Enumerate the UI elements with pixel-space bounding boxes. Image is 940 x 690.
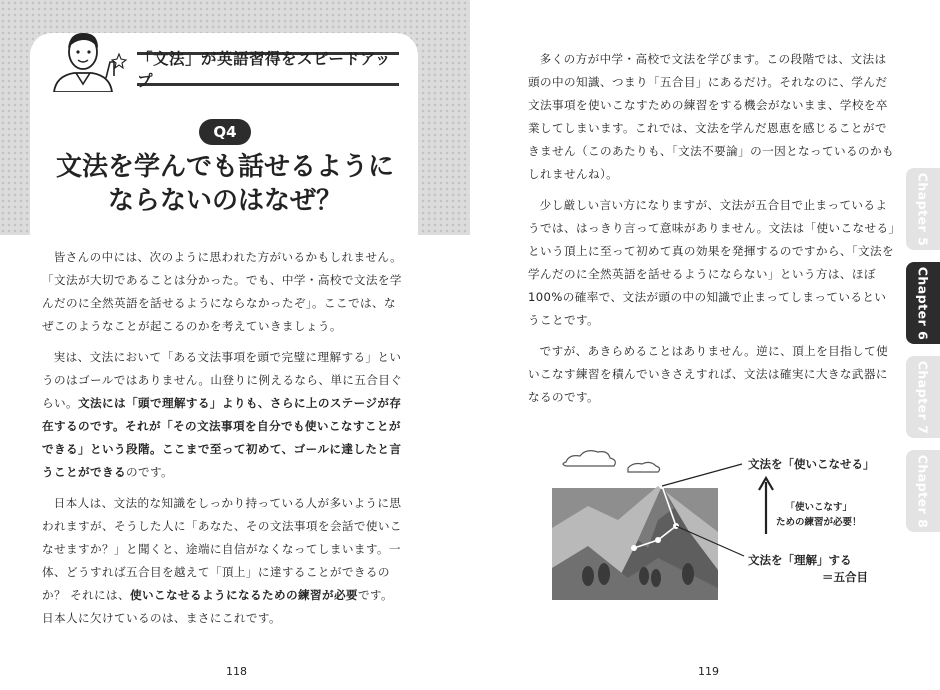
paragraph: 多くの方が中学・高校で文法を学びます。この段階では、文法は頭の中の知識、つまり「五合目」にあるだけ。それなのに、学んだ文法事項を使いこなすための練習をする機会がないまま、学校を卒業してしまいます。これでは、文法を学んだ恩恵を感じることができません（このあたりも、「文法不要論」の一因となっているのかもしれませんね）。 [528, 52, 895, 181]
question-badge: Q4 [199, 119, 251, 145]
left-body-text [42, 246, 404, 638]
right-body-text [528, 48, 895, 417]
label-bottom-line-2: ＝五合目 [822, 570, 868, 584]
text: のです。 [125, 465, 174, 479]
label-top: 文法を「使いこなせる」 [748, 457, 875, 471]
tab-chapter-6[interactable] [906, 262, 940, 344]
page-number-left: 118 [226, 665, 247, 678]
page-title [40, 150, 410, 218]
label-middle [776, 500, 862, 530]
label-bottom-line-1: 文法を「理解」する [748, 553, 852, 567]
paragraph: 少し厳しい言い方になりますが、文法が五合目で止まっているようでは、はっきり言って意味がありません。文法は「使いこなせる」という頂上に至って初めて真の効果を発揮するのですから、「文法を学んだのに全然英語を話せるようにならない」という方は、ほぼ100%の確率で、文法が頭の中の知識で止まってしまっているということです。 [528, 198, 895, 327]
bold-text: 文法には「頭で理解する」よりも、さらに上のステージが存在するのです。それが「その文法事項を自分でも使いこなすことができる」という段階。ここまで至って初めて、ゴールに達したと言うことができる [42, 396, 402, 479]
page-number-right: 119 [698, 665, 719, 678]
title-line-1: 文法を学んでも話せるように [55, 152, 394, 182]
label-bottom [748, 552, 868, 586]
category-bar: 「文法」が英語習得をスピードアップ [137, 52, 399, 86]
text: 日本人は、文法的な知識をしっかり持っている人が多いように思われますが、そうした人に「あなた、その文法事項を会話で使いこなせますか？」と聞くと、途端に自信がなくなってしまいます。一体、どうすれば五合目を越えて「頂上」に達することができるのか？ それには、 [42, 496, 402, 602]
tab-label: Chapter 8 [915, 454, 931, 528]
title-line-2: ならないのはなぜ？ [107, 186, 342, 216]
tab-chapter-7[interactable] [906, 356, 940, 438]
tab-chapter-8[interactable] [906, 450, 940, 532]
tab-chapter-5[interactable] [906, 168, 940, 250]
label-middle-line-2: ための練習が必要！ [776, 517, 862, 528]
tab-label: Chapter 7 [915, 360, 931, 434]
tab-label: Chapter 5 [915, 172, 931, 246]
label-middle-line-1: 「使いこなす」 [785, 502, 853, 513]
text: 実は、文法において「ある文法事項を頭で完璧に理解する」というのはゴールではありません。山登りに例えるなら、単に五合目ぐらい。 [42, 350, 403, 410]
bold-text: 使いこなせるようになるための練習が必要 [130, 588, 358, 602]
paragraph [42, 492, 404, 630]
teacher-avatar-icon [40, 26, 128, 92]
text: 皆さんの中には、次のように思われた方がいるかもしれません。「文法が大切であることは分かった。でも、中学・高校で文法を学んだのに全然英語を話せるようにならなかったぞ」。ここでは、なぜこのようなことが起こるのかを考えていきましょう。 [42, 250, 403, 333]
chapter-tabs [906, 168, 940, 544]
paragraph [42, 246, 404, 338]
text: です。日本人に欠けているのは、まさにこれです。 [42, 588, 393, 625]
paragraph: ですが、あきらめることはありません。逆に、頂上を目指して使いこなす練習を積んでいきさえすれば、文法は確実に大きな武器になるのです。 [528, 344, 889, 404]
tab-label: Chapter 6 [915, 266, 931, 340]
paragraph [42, 346, 404, 484]
